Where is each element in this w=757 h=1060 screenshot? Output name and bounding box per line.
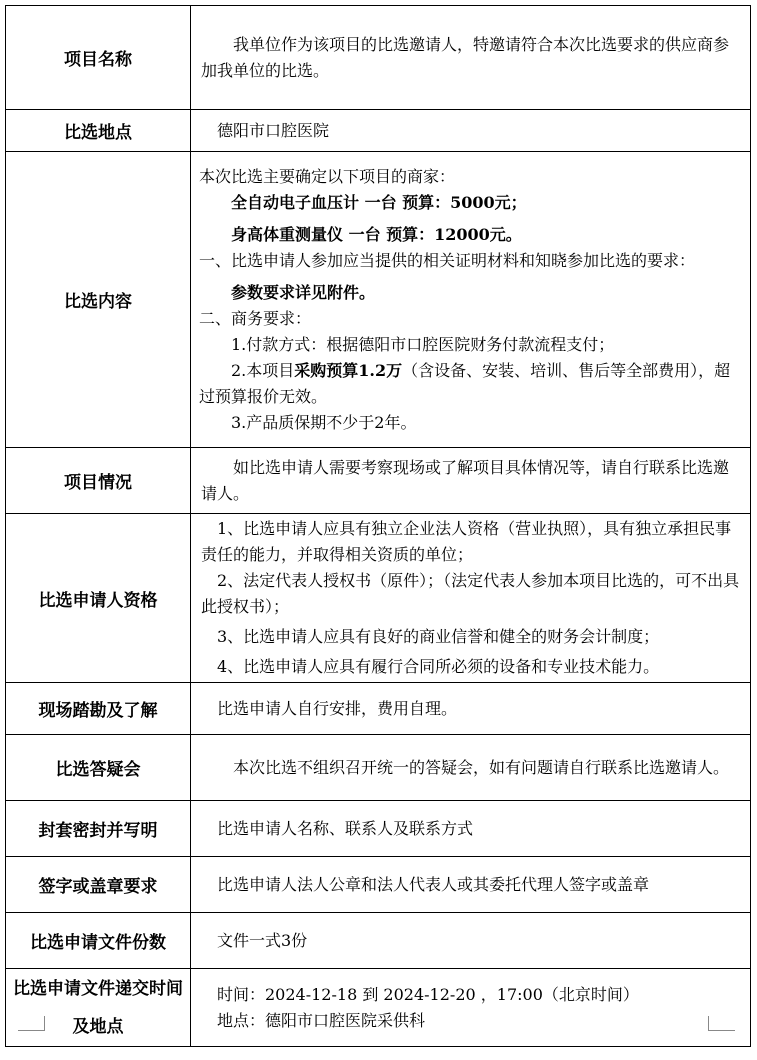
content-content xyxy=(191,152,751,448)
budget-post: （含设备、安装、培训、售后等全部费用），超过预算报价无效。 xyxy=(199,360,731,406)
content-location xyxy=(191,110,751,152)
content-envelope xyxy=(191,801,751,857)
project-name-text: 我单位作为该项目的比选邀请人，特邀请符合本次比选要求的供应商参加我单位的比选。 xyxy=(201,34,730,80)
signature-text: 比选申请人法人公章和法人代表人或其委托代理人签字或盖章 xyxy=(217,874,650,894)
corner-crop-mark-right xyxy=(708,1016,735,1031)
label-content: 比选内容 xyxy=(6,152,191,448)
label-copies: 比选申请文件份数 xyxy=(6,913,191,969)
label-project-status: 项目情况 xyxy=(6,448,191,514)
content-qualification xyxy=(191,514,751,683)
row-project-name xyxy=(6,6,751,110)
label-submission: 比选申请文件递交时间及地点 xyxy=(6,969,191,1047)
row-copies xyxy=(6,913,751,969)
row-content xyxy=(6,152,751,448)
budget-bold: 采购预算1.2万 xyxy=(294,360,403,380)
content-copies xyxy=(191,913,751,969)
label-project-name: 项目名称 xyxy=(6,6,191,110)
project-status-text: 如比选申请人需要考察现场或了解项目具体情况等，请自行联系比选邀请人。 xyxy=(201,457,730,503)
content-req-2: 二、商务要求： xyxy=(199,308,312,328)
content-project-name xyxy=(191,6,751,110)
submission-time: 时间：2024-12-18 到 2024-12-20 ，17:00（北京时间） xyxy=(217,984,639,1004)
bid-info-table xyxy=(5,5,751,1047)
content-signature xyxy=(191,857,751,913)
envelope-text: 比选申请人名称、联系人及联系方式 xyxy=(217,818,474,838)
row-envelope xyxy=(6,801,751,857)
site-visit-text: 比选申请人自行安排，费用自理。 xyxy=(217,698,458,718)
content-project-status xyxy=(191,448,751,514)
label-qa-meeting: 比选答疑会 xyxy=(6,735,191,801)
qualification-2: 2、法定代表人授权书（原件）；（法定代表人参加本项目比选的，可不出具此授权书）； xyxy=(201,571,740,616)
row-qa-meeting xyxy=(6,735,751,801)
budget-pre: 2.本项目 xyxy=(231,360,295,380)
qualification-3: 3、比选申请人应具有良好的商业信誉和健全的财务会计制度； xyxy=(217,627,660,646)
content-submission xyxy=(191,969,751,1047)
label-envelope: 封套密封并写明 xyxy=(6,801,191,857)
content-params: 参数要求详见附件。 xyxy=(231,282,376,302)
label-location: 比选地点 xyxy=(6,110,191,152)
location-text: 德阳市口腔医院 xyxy=(217,120,330,140)
content-payment: 1.付款方式：根据德阳市口腔医院财务付款流程支付； xyxy=(231,334,615,354)
row-location xyxy=(6,110,751,152)
content-qa-meeting xyxy=(191,735,751,801)
content-site-visit xyxy=(191,683,751,735)
content-item-2: 身高体重测量仪 一台 预算：12000元。 xyxy=(231,224,522,244)
label-site-visit: 现场踏勘及了解 xyxy=(6,683,191,735)
content-budget xyxy=(199,358,742,410)
row-submission xyxy=(6,969,751,1047)
qualification-4: 4、比选申请人应具有履行合同所必须的设备和专业技术能力。 xyxy=(217,657,660,676)
corner-crop-mark-left xyxy=(18,1016,45,1031)
qa-meeting-text: 本次比选不组织召开统一的答疑会，如有问题请自行联系比选邀请人。 xyxy=(233,757,730,777)
label-qualification: 比选申请人资格 xyxy=(6,514,191,683)
qualification-1: 1、比选申请人应具有独立企业法人资格（营业执照），具有独立承担民事责任的能力，并取得相关资质的单位； xyxy=(201,519,732,564)
row-project-status xyxy=(6,448,751,514)
row-signature xyxy=(6,857,751,913)
content-item-1: 全自动电子血压计 一台 预算：5000元； xyxy=(231,192,527,212)
row-site-visit xyxy=(6,683,751,735)
copies-text: 文件一式3份 xyxy=(217,930,308,950)
content-intro: 本次比选主要确定以下项目的商家： xyxy=(199,166,456,186)
content-req-1: 一、比选申请人参加应当提供的相关证明材料和知晓参加比选的要求： xyxy=(199,250,696,270)
content-warranty: 3.产品质保期不少于2年。 xyxy=(231,412,417,432)
row-qualification xyxy=(6,514,751,683)
label-signature: 签字或盖章要求 xyxy=(6,857,191,913)
submission-place: 地点：德阳市口腔医院采供科 xyxy=(217,1010,426,1030)
